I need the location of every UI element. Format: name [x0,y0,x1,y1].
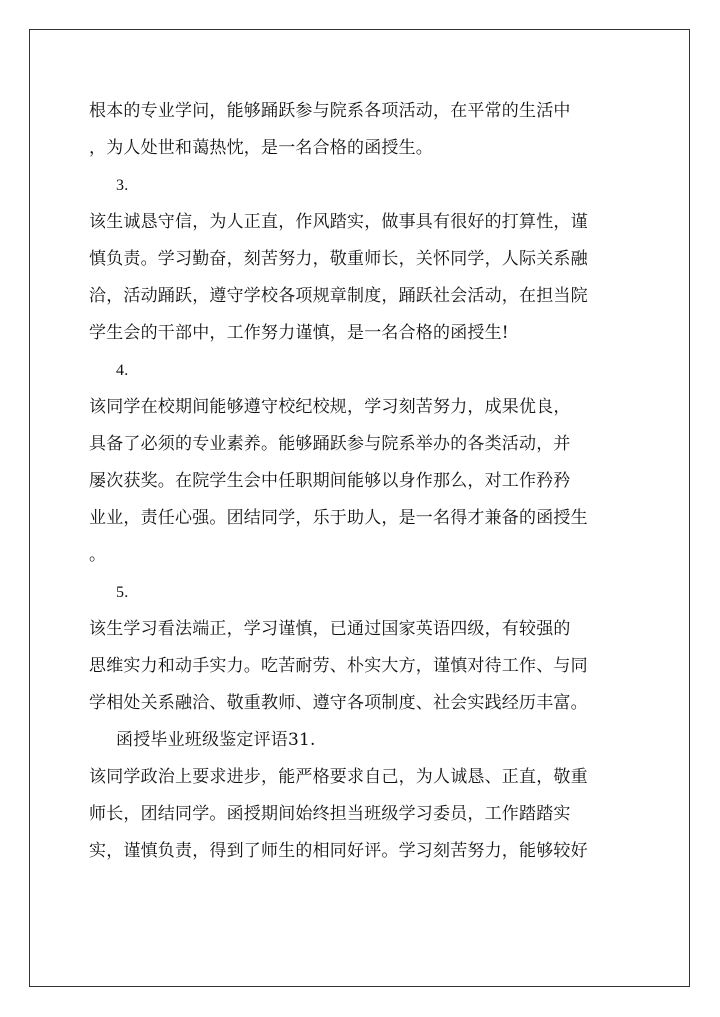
body-line: 慎负责。学习勤奋，刻苦努力，敬重师长，关怀同学，人际关系融 [89,249,588,269]
body-line: 业业，责任心强。团结同学，乐于助人，是一名得才兼备的函授生 [89,508,588,528]
body-line: 洽，活动踊跃，遵守学校各项规章制度，踊跃社会活动，在担当院 [89,286,588,306]
body-line: 屡次获奖。在院学生会中任职期间能够以身作那么，对工作矜矜 [89,471,571,491]
body-line: 实，谨慎负责，得到了师生的相同好评。学习刻苦努力，能够较好 [89,841,588,861]
body-line: 学相处关系融洽、敬重教师、遵守各项制度、社会实践经历丰富。 [89,693,588,713]
body-line: 具备了必须的专业素养。能够踊跃参与院系举办的各类活动，并 [89,434,571,454]
body-line: 学生会的干部中，工作努力谨慎，是一名合格的函授生! [89,323,509,343]
item-number: 3. [116,177,129,194]
body-line: ，为人处世和蔼热忱，是一名合格的函授生。 [89,138,433,158]
body-line: 该同学在校期间能够遵守校纪校规，学习刻苦努力，成果优良， [89,397,571,417]
item-number: 5. [116,584,129,601]
body-line: 根本的专业学问，能够踊跃参与院系各项活动，在平常的生活中 [89,101,571,121]
body-line: 。 [89,545,107,565]
item-number: 4. [116,362,129,379]
body-line: 思维实力和动手实力。吃苦耐劳、朴实大方，谨慎对待工作、与同 [89,656,588,676]
body-line: 该生诚恳守信，为人正直，作风踏实，做事具有很好的打算性，谨 [89,212,588,232]
section-heading: 函授毕业班级鉴定评语31. [116,730,316,750]
body-line: 该生学习看法端正，学习谨慎，已通过国家英语四级，有较强的 [89,619,571,639]
body-line: 该同学政治上要求进步，能严格要求自己，为人诚恳、正直，敬重 [89,767,588,787]
document-body [89,93,634,870]
body-line: 师长，团结同学。函授期间始终担当班级学习委员，工作踏踏实 [89,804,571,824]
